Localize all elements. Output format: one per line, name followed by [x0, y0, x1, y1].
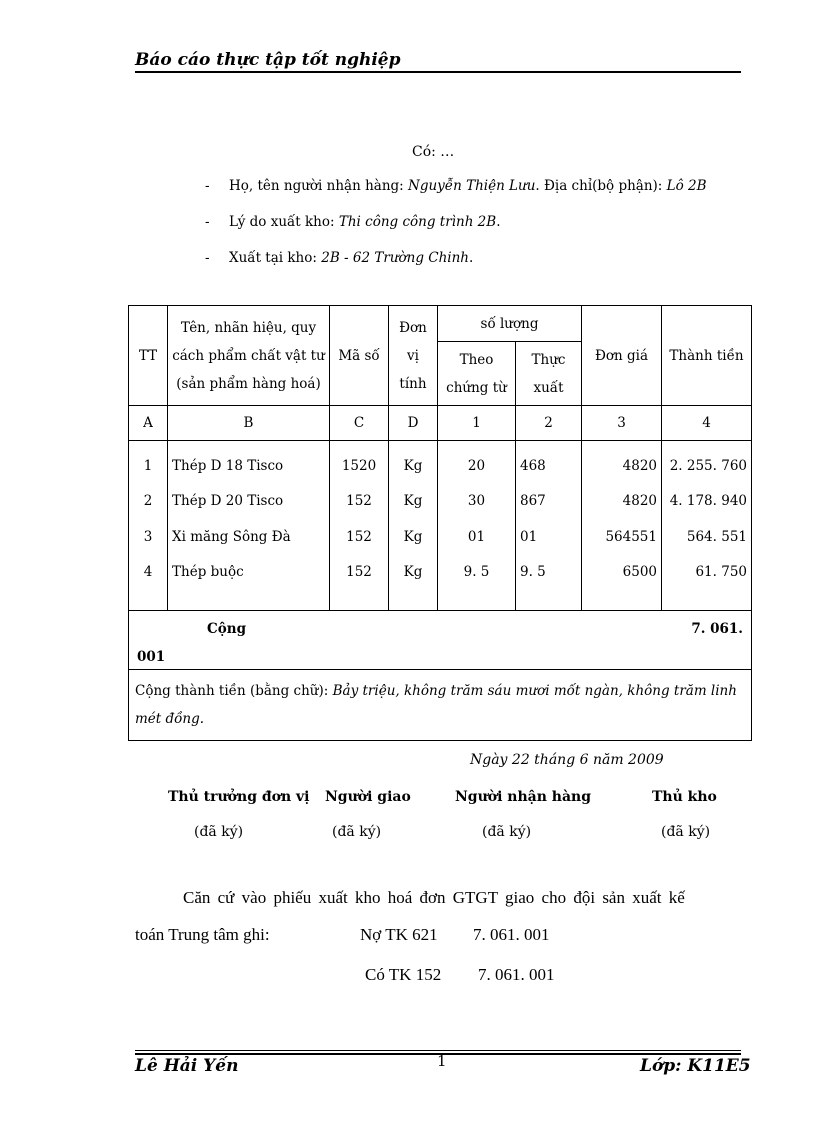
header-code: Mã số [330, 306, 389, 406]
row-qty-actual: 867 [520, 493, 546, 509]
debit-entry-label: Nợ TK 621 [360, 925, 438, 944]
signed-mark: (đã ký) [194, 824, 244, 840]
address-value: Lô 2B [666, 178, 707, 194]
row-qty-actual: 01 [520, 528, 538, 545]
row-item-name: Thép D 20 Tisco [172, 493, 284, 509]
row-unit: Kg [403, 564, 423, 580]
row-amount: 4. 178. 940 [669, 493, 747, 509]
column-code-row [129, 406, 752, 441]
col-code: 4 [662, 406, 752, 441]
goods-issue-table [128, 305, 752, 741]
row-tt: 3 [143, 528, 153, 545]
header-tt: TT [129, 306, 168, 406]
col-code: A [129, 406, 168, 441]
signed-mark: (đã ký) [482, 824, 532, 840]
row-unit-price: 564551 [605, 528, 657, 545]
header-item-name: Tên, nhãn hiệu, quy cách phẩm chất vật tư (sản phẩm hàng hoá) [168, 306, 330, 406]
total-label: Cộng [207, 621, 247, 637]
total-row [129, 611, 752, 670]
reason-value: Thi công công trình 2B [338, 214, 497, 230]
signature-role: Thủ kho [652, 789, 717, 805]
signature-role: Thủ trưởng đơn vị [168, 789, 310, 805]
footer-class: Lớp: K11E5 [640, 1056, 751, 1076]
row-code: 152 [346, 528, 372, 545]
row-unit: Kg [403, 457, 423, 474]
receiver-line [205, 178, 707, 194]
row-unit: Kg [403, 493, 423, 509]
row-amount: 564. 551 [686, 528, 747, 545]
signature-date: Ngày 22 tháng 6 năm 2009 [470, 752, 664, 768]
col-code: 1 [438, 406, 516, 441]
signed-mark: (đã ký) [661, 824, 711, 840]
credit-entry-label: Có TK 152 [365, 965, 442, 984]
header-unit: Đơn vị tính [389, 306, 438, 406]
row-qty-doc: 20 [467, 457, 486, 474]
bullet-dash: - [205, 214, 210, 230]
reason-label: Lý do xuất kho: [229, 214, 335, 230]
bullet-dash: - [205, 250, 210, 266]
receiver-name: Nguyễn Thiện Lưu [408, 178, 536, 194]
warehouse-line [205, 250, 473, 266]
col-code: C [330, 406, 389, 441]
col-code: B [168, 406, 330, 441]
credit-entry-value: 7. 061. 001 [478, 965, 555, 984]
row-amount: 61. 750 [695, 564, 747, 580]
row-qty-doc: 9. 5 [463, 564, 490, 580]
row-tt: 1 [143, 457, 153, 474]
row-unit: Kg [403, 528, 423, 545]
credit-line: Có: … [412, 144, 455, 160]
row-code: 152 [346, 564, 372, 580]
row-amount: 2. 255. 760 [669, 457, 747, 474]
row-unit-price: 4820 [622, 493, 657, 509]
header-rule [135, 71, 741, 73]
page-header-title: Báo cáo thực tập tốt nghiệp [135, 50, 401, 70]
header-qty-doc: Theo chứng từ [438, 342, 516, 406]
total-value: 7. 061. [691, 621, 743, 637]
items-block [129, 441, 752, 611]
address-label: . Địa chỉ(bộ phận): [535, 178, 663, 194]
signed-mark: (đã ký) [332, 824, 382, 840]
row-qty-actual: 9. 5 [520, 564, 546, 580]
signature-role: Người nhận hàng [455, 789, 591, 805]
row-qty-doc: 30 [467, 493, 486, 509]
amount-in-words-row [129, 670, 752, 741]
header-qty-actual: Thực xuất [516, 342, 582, 406]
row-qty-actual: 468 [520, 457, 546, 474]
total-value-continued: 001 [137, 649, 166, 665]
warehouse-dot: . [469, 250, 474, 266]
amount-in-words-value: Bảy triệu, không trăm sáu mươi mốt ngàn, không trăm linh mét đồng. [135, 683, 737, 727]
warehouse-value: 2B - 62 Trường Chinh [321, 250, 469, 266]
signature-role: Người giao [325, 789, 411, 805]
footer-rule [135, 1050, 741, 1051]
page-number: 1 [437, 1052, 447, 1070]
amount-in-words-label: Cộng thành tiền (bằng chữ): [135, 683, 329, 699]
col-code: 3 [582, 406, 662, 441]
row-unit-price: 6500 [622, 564, 657, 580]
row-item-name: Thép buộc [172, 564, 244, 580]
row-code: 152 [346, 493, 372, 509]
receiver-label: Họ, tên người nhận hàng: [229, 178, 404, 194]
row-tt: 4 [143, 564, 153, 580]
col-code: 2 [516, 406, 582, 441]
header-unit-price: Đơn giá [582, 306, 662, 406]
reason-line [205, 214, 500, 230]
row-item-name: Thép D 18 Tisco [172, 457, 284, 474]
header-amount: Thành tiền [662, 306, 752, 406]
header-quantity: số lượng [438, 306, 582, 342]
col-code: D [389, 406, 438, 441]
row-item-name: Xi măng Sông Đà [172, 528, 291, 545]
row-qty-doc: 01 [467, 528, 486, 545]
body-paragraph-line1: Căn cứ vào phiếu xuất kho hoá đơn GTGT giao cho đội sản xuất kế [183, 888, 685, 907]
body-paragraph-line2: toán Trung tâm ghi: [135, 925, 270, 944]
footer-author: Lê Hải Yến [135, 1056, 239, 1076]
warehouse-label: Xuất tại kho: [229, 250, 317, 266]
bullet-dash: - [205, 178, 210, 194]
row-tt: 2 [143, 493, 153, 509]
row-code: 1520 [341, 457, 377, 474]
reason-dot: . [496, 214, 501, 230]
debit-entry-value: 7. 061. 001 [473, 925, 550, 944]
row-unit-price: 4820 [622, 457, 657, 474]
